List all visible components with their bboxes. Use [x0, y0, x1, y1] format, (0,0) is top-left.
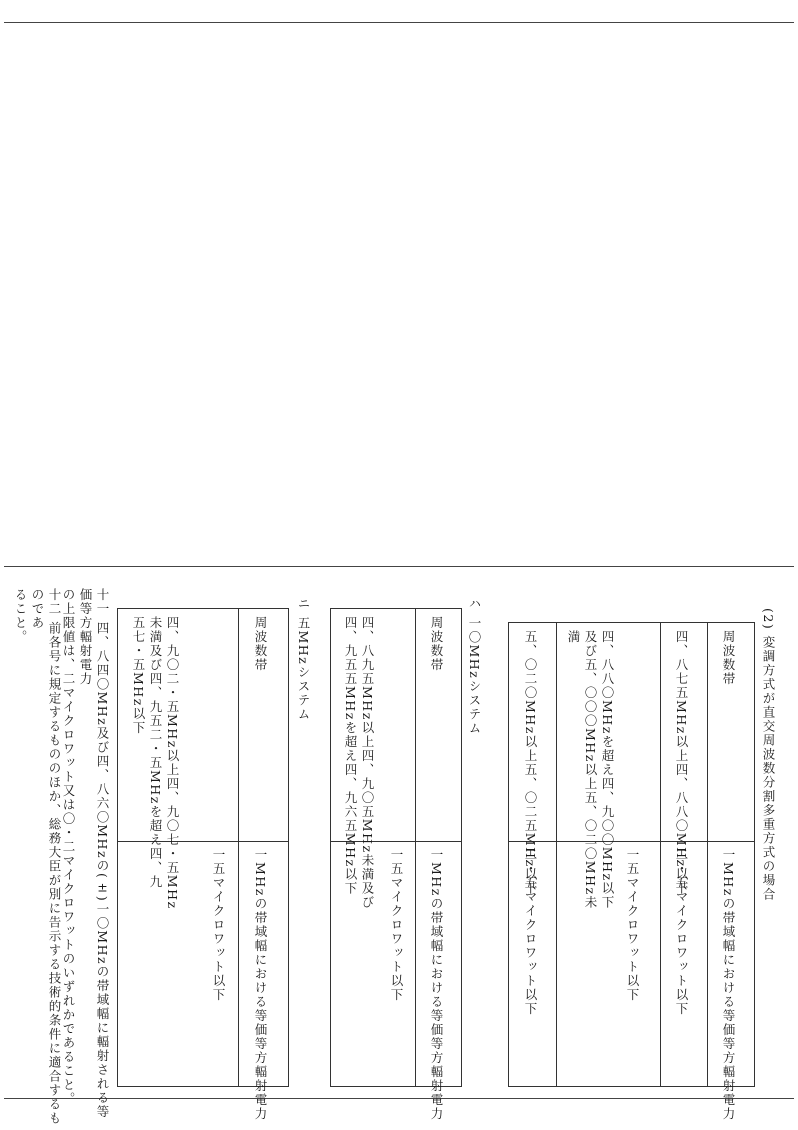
table3-header-power: 一MHzの帯域幅における等価等方輻射電力	[253, 848, 268, 1121]
table1-row1-power: 二・五マイクロワット以下	[674, 848, 689, 1016]
table1-row2-frequency: 四、八八〇MHzを超え四、九〇〇MHz以下 及び五、〇〇〇MHz以上五、〇二〇MHz未 満	[566, 630, 615, 910]
table1-row3-power: 二・五マイクロワット以下	[523, 848, 538, 1016]
table3-row1-power: 一五マイクロワット以下	[211, 848, 226, 1002]
bottom-rule	[4, 1098, 794, 1099]
paragraph-12: 十二 前各号に規定するもののほか、総務大臣が別に告示する技術的条件に適合するものであ ること。	[13, 588, 62, 1126]
table1-row3-frequency: 五、〇二〇MHz以上五、〇二五MHz以下	[523, 630, 538, 896]
table2-row1-power: 一五マイクロワット以下	[389, 848, 404, 1002]
table3-row1-frequency: 四、九〇二・五MHz以上四、九〇七・五MHz 未満及び四、九五二・五MHzを超え四、九 五七・五MHz以下	[131, 616, 180, 910]
top-rule	[4, 22, 794, 23]
section-heading-10mhz: ハ 一〇MHzシステム	[467, 597, 482, 736]
table2-row1-frequency: 四、八九五MHz以上四、九〇五MHz未満及び 四、九五五MHzを超え四、九六五MHz以下	[343, 616, 375, 910]
middle-rule	[4, 566, 794, 567]
table2-header-power: 一MHzの帯域幅における等価等方輻射電力	[429, 848, 444, 1121]
table1-row1-frequency: 四、八七五MHz以上四、八八〇MHz以下	[674, 630, 689, 896]
table2-header-frequency: 周波数帯	[429, 616, 444, 672]
table1-header-power: 一MHzの帯域幅における等価等方輻射電力	[721, 848, 736, 1121]
paragraph-11: 十一 四、八四〇MHz及び四、八六〇MHzの(±)一〇MHzの帯域幅に輻射される等価等方輻射電力 の上限値は、二マイクロワット又は〇・二マイクロワットのいずれかであること。	[61, 588, 110, 1120]
table1-row2-power: 一五マイクロワット以下	[625, 848, 640, 1002]
table3-header-frequency: 周波数帯	[253, 616, 268, 672]
section-heading-5mhz: ニ 五MHzシステム	[296, 597, 311, 722]
section-heading-2: (2) 変調方式が直交周波数分割多重方式の場合	[761, 608, 776, 902]
table1-header-frequency: 周波数帯	[721, 630, 736, 686]
